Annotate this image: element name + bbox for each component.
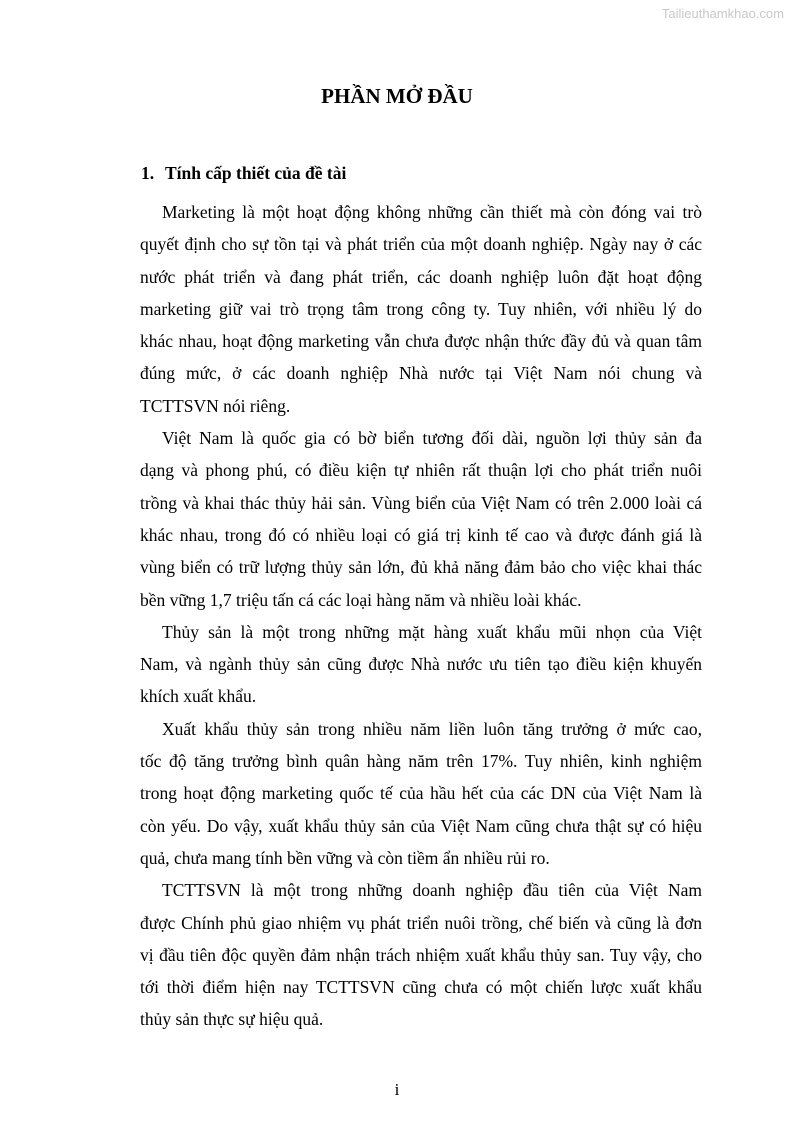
paragraph-line: quả, chưa mang tính bền vững và còn tiềm ẩn nhiều rủi ro. [140,847,550,868]
paragraph [140,874,702,1035]
paragraph [140,616,702,713]
section-number: 1. [141,163,155,183]
paragraph-line: Marketing là một hoạt động không những cần thiết mà còn đóng vai trò [162,202,702,222]
paragraph-line: vị đầu tiên độc quyền đảm nhận trách nhiệm xuất khẩu thủy san. Tuy vậy, cho [140,944,702,965]
paragraph-line: quyết định cho sự tồn tại và phát triển của một doanh nghiệp. Ngày nay ở các [140,234,702,255]
paragraph [140,196,702,422]
paragraph [140,422,702,616]
watermark: Tailieuthamkhao.com [661,6,784,21]
paragraph-line: TCTTSVN nói riêng. [140,395,291,416]
document-body [140,196,702,1036]
paragraph-line: đúng mức, ở các doanh nghiệp Nhà nước tại Việt Nam nói chung và [140,363,702,384]
paragraph-line: Nam, và ngành thủy sản cũng được Nhà nước ưu tiên tạo điều kiện khuyến [140,654,702,675]
paragraph-line: được Chính phủ giao nhiệm vụ phát triển nuôi trồng, chế biến và cũng là đơn [140,912,702,933]
paragraph-line: trong hoạt động marketing quốc tế của hầu hết của các DN của Việt Nam là [140,783,702,804]
paragraph-line: nước phát triển và đang phát triển, các doanh nghiệp luôn đặt hoạt động [140,266,702,287]
paragraph-line: tới thời điểm hiện nay TCTTSVN cũng chưa có một chiến lược xuất khẩu [140,977,702,998]
paragraph-line: khác nhau, trong đó có nhiều loại có giá trị kinh tế cao và được đánh giá là [140,524,702,545]
paragraph-line: còn yếu. Do vậy, xuất khẩu thủy sản của Việt Nam cũng chưa thật sự có hiệu [140,815,702,836]
page-title: PHẦN MỞ ĐẦU [321,84,473,108]
paragraph-line: khác nhau, hoạt động marketing vẫn chưa được nhận thức đầy đủ và quan tâm [140,331,702,352]
section-heading-text: Tính cấp thiết của đề tài [165,163,347,183]
paragraph [140,713,702,874]
paragraph-line: Xuất khẩu thủy sản trong nhiều năm liền luôn tăng trưởng ở mức cao, [162,718,702,739]
paragraph-line: Thủy sản là một trong những mặt hàng xuất khẩu mũi nhọn của Việt [162,621,702,642]
paragraph-line: tốc độ tăng trưởng bình quân hàng năm trên 17%. Tuy nhiên, kinh nghiệm [140,751,702,772]
paragraph-line: khích xuất khẩu. [140,686,257,707]
paragraph-line: Việt Nam là quốc gia có bờ biển tương đối dài, nguồn lợi thủy sản đa [162,428,702,449]
paragraph-line: bền vững 1,7 triệu tấn cá các loại hàng năm và nhiều loài khác. [140,589,582,610]
paragraph-line: marketing giữ vai trò trọng tâm trong công ty. Tuy nhiên, với nhiều lý do [140,298,702,319]
paragraph-line: trồng và khai thác thủy hải sản. Vùng biển của Việt Nam có trên 2.000 loài cá [140,492,702,513]
paragraph-line: thủy sản thực sự hiệu quả. [140,1009,324,1030]
page-number: i [394,1080,400,1099]
paragraph-line: vùng biển có trữ lượng thủy sản lớn, đủ khả năng đảm bảo cho việc khai thác [140,557,702,578]
paragraph-line: TCTTSVN là một trong những doanh nghiệp đầu tiên của Việt Nam [162,880,702,901]
paragraph-line: dạng và phong phú, có điều kiện tự nhiên rất thuận lợi cho phát triển nuôi [140,460,702,481]
section-heading [141,163,346,184]
